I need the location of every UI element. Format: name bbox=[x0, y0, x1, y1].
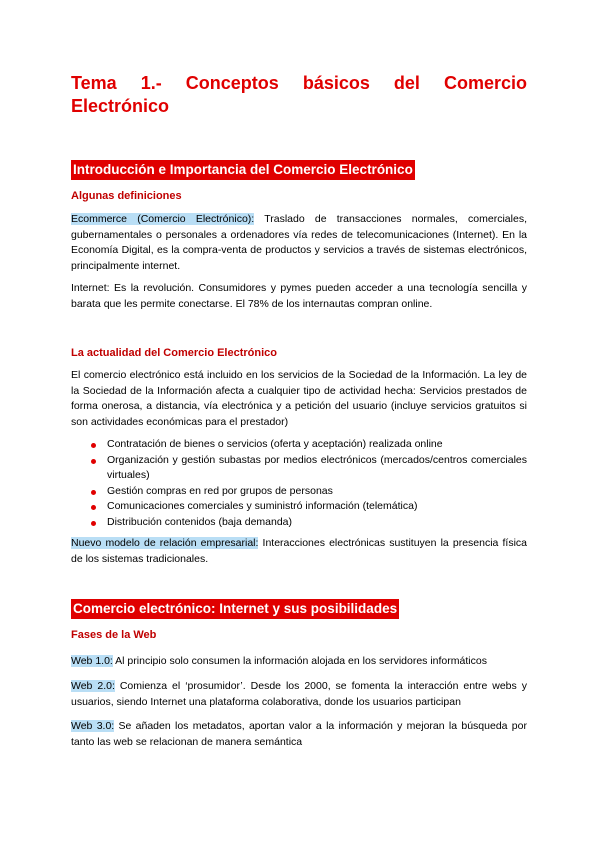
text-web-1: Al principio solo consumen la información alojada en los servidores informáticos bbox=[112, 655, 487, 667]
subheading-actualidad: La actualidad del Comercio Electrónico bbox=[71, 347, 277, 359]
list-item: Organización y gestión subastas por medios electrónicos (mercados/centros comerciales virtuales) bbox=[107, 453, 527, 484]
paragraph-sociedad-informacion: El comercio electrónico está incluido en los servicios de la Sociedad de la Información. La ley de la Sociedad de la Información afecta a cualquier tipo de actividad hecha: Servicios prestados de forma onerosa, a distancia, vía electrónica y a petición del usuario (incluye servicios gratuitos si son actividades económicas para el prestador) bbox=[71, 369, 527, 428]
section-heading-internet-posibilidades: Comercio electrónico: Internet y sus posibilidades bbox=[71, 599, 399, 619]
text-web-2: Comienza el ‘prosumidor’. Desde los 2000, se fomenta la interacción entre webs y usuarios, siendo Internet una plataforma colaborativa, donde los usuarios participan bbox=[71, 680, 527, 708]
list-item: Gestión compras en red por grupos de personas bbox=[107, 484, 527, 500]
term-web-2: Web 2.0: bbox=[71, 680, 115, 692]
subheading-algunas-definiciones: Algunas definiciones bbox=[71, 190, 182, 202]
definition-text-ecommerce: Traslado de transacciones normales, comerciales, gubernamentales o personales a ordenadores vía redes de telecomunicaciones (Internet). En la Economía Digital, es la compra-venta de productos y servicios a través de sistemas electrónicos, principalmente internet. bbox=[71, 213, 527, 272]
list-item: Comunicaciones comerciales y suministró información (telemática) bbox=[107, 499, 527, 515]
definition-term-ecommerce: Ecommerce (Comercio Electrónico): bbox=[71, 213, 255, 225]
text-nuevo-modelo: Interacciones electrónicas sustituyen la presencia física de los sistemas tradicionales. bbox=[71, 537, 527, 565]
term-nuevo-modelo: Nuevo modelo de relación empresarial: bbox=[71, 537, 259, 549]
page-title: Tema 1.- Conceptos básicos del Comercio Electrónico bbox=[71, 73, 527, 116]
subheading-fases-web: Fases de la Web bbox=[71, 629, 157, 641]
activity-list bbox=[71, 437, 527, 530]
definition-internet: Internet: Es la revolución. Consumidores y pymes pueden acceder a una tecnología sencilla y barata que les permite conectarse. El 78% de los internautas compran online. bbox=[71, 282, 527, 310]
paragraph-web-2 bbox=[71, 679, 527, 710]
paragraph-nuevo-modelo bbox=[71, 536, 527, 567]
definition-ecommerce bbox=[71, 212, 527, 274]
paragraph-web-1 bbox=[71, 654, 527, 670]
list-item: Contratación de bienes o servicios (oferta y aceptación) realizada online bbox=[107, 437, 527, 453]
text-web-3: Se añaden los metadatos, aportan valor a la información y mejoran la búsqueda por tanto las web se relacionan de manera semántica bbox=[71, 720, 527, 748]
term-web-1: Web 1.0: bbox=[71, 655, 113, 667]
term-web-3: Web 3.0: bbox=[71, 720, 115, 732]
section-heading-introduccion: Introducción e Importancia del Comercio Electrónico bbox=[71, 160, 415, 180]
list-item: Distribución contenidos (baja demanda) bbox=[107, 515, 527, 531]
paragraph-web-3 bbox=[71, 719, 527, 750]
